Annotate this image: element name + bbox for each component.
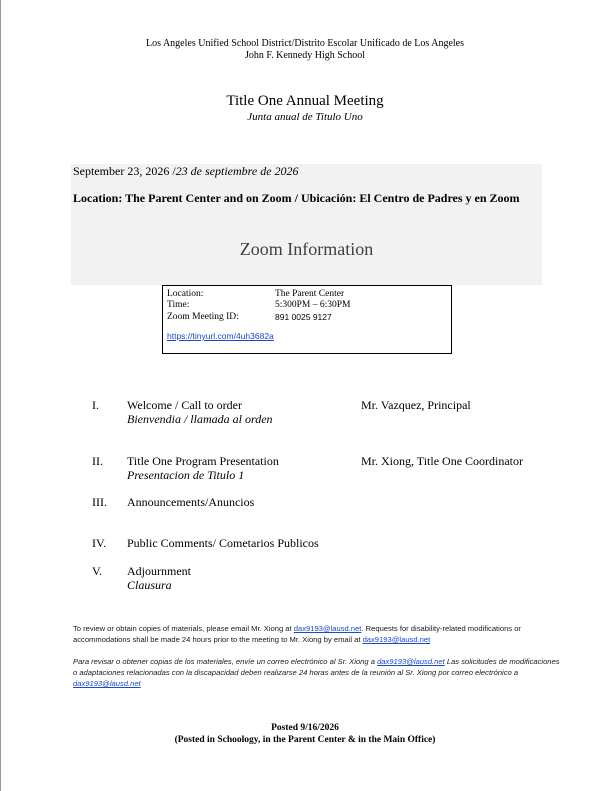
email-link[interactable]: dax9193@lausd.net	[377, 657, 445, 666]
agenda-subtitle: Clausura	[127, 578, 172, 592]
agenda-num: I.	[92, 398, 99, 412]
notice-es-text-2: Las solicitudes de modificaciones o adaptaciones relacionadas con la discapacidad deben realizarse 24 horas antes de la reunión al Sr. Xiong por correo electrónico a	[73, 657, 560, 677]
meeting-date	[73, 164, 299, 179]
agenda-title: Welcome / Call to order	[127, 398, 242, 412]
date-es: 23 de septiembre de 2026	[175, 164, 299, 178]
agenda-num: II.	[92, 454, 103, 468]
email-link[interactable]: dax9193@lausd.net	[293, 624, 362, 633]
agenda-presenter: Mr. Vazquez, Principal	[361, 398, 471, 412]
zoom-link[interactable]: https://tinyurl.com/4uh3682a	[167, 331, 274, 341]
agenda-item	[127, 454, 279, 482]
zoom-location-label: Location:	[167, 289, 204, 299]
zoom-time-label: Time:	[167, 300, 190, 310]
email-link[interactable]: dax9193@lausd.net	[73, 679, 141, 688]
notice-es-text-1: Para revisar o obtener copias de los materiales, envíe un correo electrónico al Sr. Xiong a	[73, 657, 378, 666]
title-sub: Junta anual de Titulo Uno	[247, 111, 363, 123]
zoom-id-label: Zoom Meeting ID:	[167, 312, 239, 322]
agenda-presenter: Mr. Xiong, Title One Coordinator	[361, 454, 524, 468]
agenda-num: V.	[92, 564, 103, 578]
agenda-title: Title One Program Presentation	[127, 454, 279, 468]
school-name: John F. Kennedy High School	[244, 50, 366, 61]
district-name: Los Angeles Unified School District/Distrito Escolar Unificado de Los Angeles	[146, 38, 464, 49]
meeting-location: Location: The Parent Center and on Zoom / Ubicación: El Centro de Padres y en Zoom	[73, 191, 520, 205]
title-main: Title One Annual Meeting	[226, 93, 384, 109]
agenda-title: Adjournment	[127, 564, 191, 578]
agenda-item	[127, 564, 191, 592]
agenda-subtitle: Presentacion de Titulo 1	[127, 468, 245, 482]
zoom-info-box	[162, 285, 452, 354]
page-title	[0, 92, 610, 124]
notice-en-text-1: To review or obtain copies of materials, please email Mr. Xiong at	[73, 624, 294, 633]
email-link[interactable]: dax9193@lausd.net	[362, 635, 431, 644]
agenda-title: Announcements/Anuncios	[127, 495, 255, 509]
agenda-num: III.	[92, 495, 107, 509]
notice-spanish	[73, 656, 563, 689]
agenda-title: Public Comments/ Cometarios Publicos	[127, 536, 319, 550]
zoom-location-value: The Parent Center	[275, 289, 345, 299]
posted-date: Posted 9/16/2026	[271, 723, 339, 733]
zoom-time-value: 5:300PM – 6:30PM	[275, 300, 351, 310]
date-en: September 23, 2026 /	[73, 164, 176, 178]
posted-locations: (Posted in Schoology, in the Parent Center & in the Main Office)	[174, 735, 436, 745]
notice-en-text-2: . Requests for disability-related modifications or accommodations shall be made 24 hours prior to the meeting to Mr. Xiong by email at	[73, 624, 521, 644]
agenda-subtitle: Bienvendia / llamada al orden	[127, 412, 273, 426]
agenda-item	[127, 398, 273, 426]
agenda-num: IV.	[92, 536, 107, 550]
zoom-id-value: 891 0025 9127	[275, 312, 332, 322]
notice-english	[73, 623, 563, 645]
meeting-info-panel	[71, 164, 542, 285]
zoom-heading: Zoom Information	[239, 239, 374, 259]
